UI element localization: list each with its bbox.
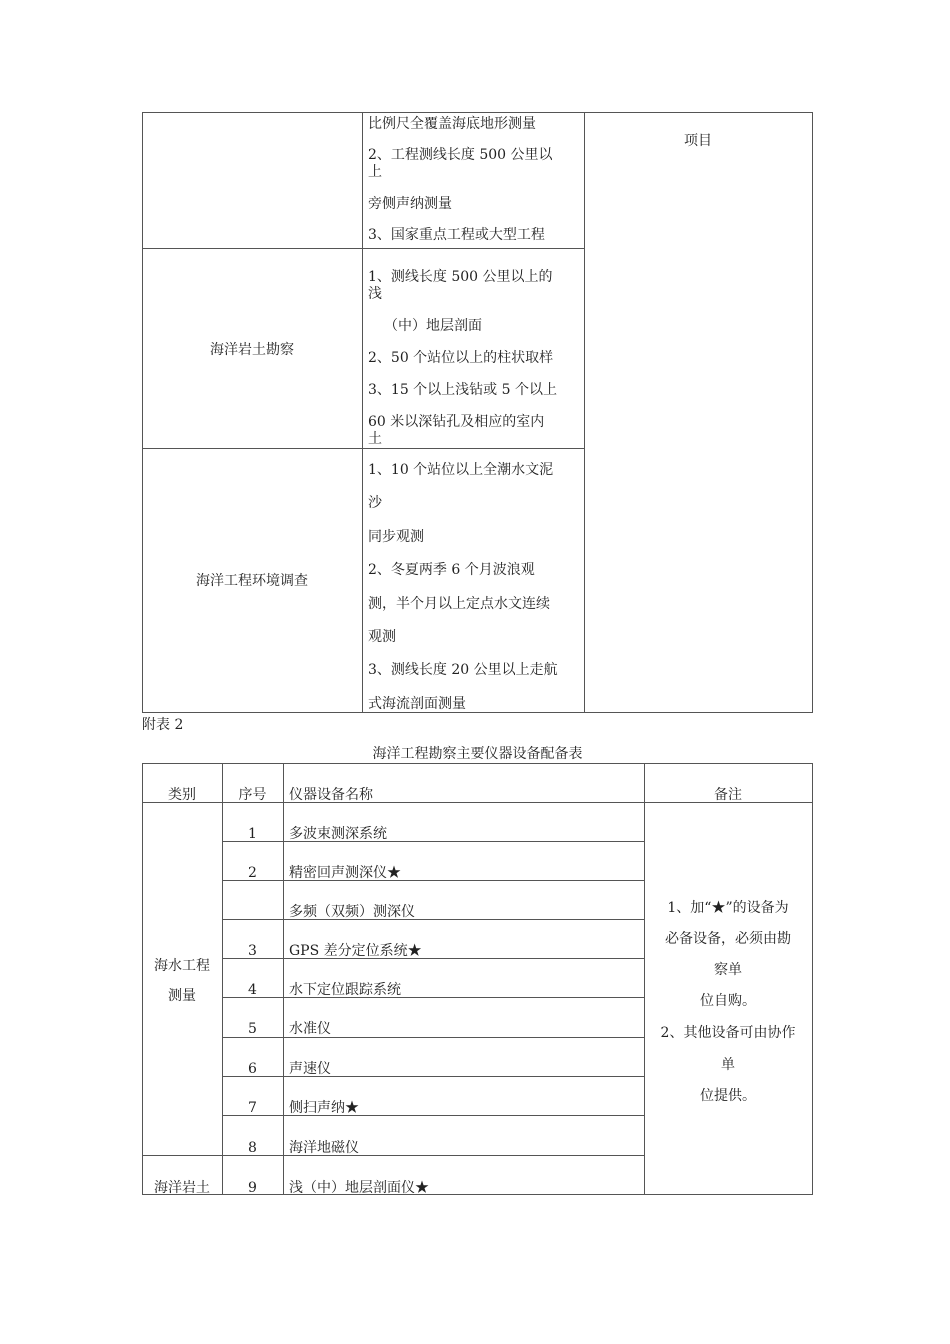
- requirement-line: 土: [368, 431, 382, 447]
- table-border: [222, 841, 644, 842]
- requirement-line: 测，半个月以上定点水文连续: [368, 596, 550, 612]
- remark-line: 单: [721, 1057, 735, 1073]
- equipment-name: 侧扫声纳★: [289, 1100, 359, 1116]
- table-border: [142, 112, 813, 113]
- equipment-name: 海洋地磁仪: [289, 1140, 359, 1156]
- table-border: [222, 1076, 644, 1077]
- remark-line: 1、加“★”的设备为: [667, 900, 789, 916]
- equipment-name: GPS 差分定位系统★: [289, 943, 422, 959]
- table-border: [142, 1155, 644, 1156]
- row-number: 4: [248, 982, 257, 998]
- table-border: [222, 1115, 644, 1116]
- table-border: [644, 763, 645, 1195]
- category-label: 海洋工程环境调查: [196, 573, 308, 589]
- header-remarks: 备注: [714, 787, 742, 803]
- equipment-name: 声速仪: [289, 1061, 331, 1077]
- remark-line: 必备设备，必须由勘: [665, 931, 791, 947]
- table-border: [222, 958, 644, 959]
- table-border: [222, 997, 644, 998]
- remark-line: 位提供。: [700, 1088, 756, 1104]
- requirement-line: 3、15 个以上浅钻或 5 个以上: [368, 382, 557, 398]
- remark-line: 察单: [714, 962, 742, 978]
- requirement-line: 1、10 个站位以上全潮水文泥: [368, 462, 554, 478]
- requirement-line: 3、国家重点工程或大型工程: [368, 227, 545, 243]
- table-border: [812, 112, 813, 713]
- requirement-line: 式海流剖面测量: [368, 696, 466, 712]
- table-title: 海洋工程勘察主要仪器设备配备表: [372, 746, 583, 762]
- row-number: 9: [248, 1180, 257, 1196]
- category-label: 海洋岩土勘察: [210, 342, 294, 358]
- equipment-name: 浅（中）地层剖面仪★: [289, 1180, 429, 1196]
- row-number: 5: [248, 1021, 257, 1037]
- row-number: 3: [248, 943, 257, 959]
- header-number: 序号: [238, 787, 267, 803]
- requirement-line: 比例尺全覆盖海底地形测量: [368, 116, 536, 132]
- requirement-line: 3、测线长度 20 公里以上走航: [368, 662, 558, 678]
- requirement-line: 上: [368, 164, 382, 180]
- requirement-line: 沙: [368, 495, 382, 511]
- requirement-line: 2、工程测线长度 500 公里以: [368, 147, 553, 163]
- row-number: 7: [248, 1100, 257, 1116]
- project-label: 项目: [684, 133, 712, 149]
- equipment-name: 多波束测深系统: [289, 826, 387, 842]
- table-border: [362, 112, 363, 713]
- requirement-line: 旁侧声纳测量: [368, 196, 452, 212]
- table-border: [812, 763, 813, 1195]
- table-border: [584, 112, 585, 713]
- remark-line: 位自购。: [700, 993, 756, 1009]
- requirement-line: 1、测线长度 500 公里以上的: [368, 269, 553, 285]
- category-label: 海水工程: [154, 958, 210, 974]
- category-label: 海洋岩土: [154, 1180, 210, 1196]
- requirement-line: 2、50 个站位以上的柱状取样: [368, 350, 554, 366]
- row-number: 2: [248, 865, 257, 881]
- remark-line: 2、其他设备可由协作: [660, 1025, 796, 1041]
- table-border: [142, 248, 584, 249]
- equipment-name: 水下定位跟踪系统: [289, 982, 401, 998]
- table-border: [142, 112, 143, 713]
- requirement-line: 60 米以深钻孔及相应的室内: [368, 414, 545, 430]
- requirement-line: 2、冬夏两季 6 个月波浪观: [368, 562, 535, 578]
- requirement-line: 同步观测: [368, 529, 424, 545]
- table-border: [142, 763, 813, 764]
- requirement-line: 浅: [368, 286, 382, 302]
- table-border: [142, 712, 813, 713]
- header-category: 类别: [168, 787, 196, 803]
- equipment-name: 精密回声测深仪★: [289, 865, 401, 881]
- row-number: 8: [248, 1140, 257, 1156]
- table-border: [222, 880, 644, 881]
- requirement-line: （中）地层剖面: [384, 318, 482, 334]
- category-label: 测量: [168, 988, 196, 1004]
- table-border: [283, 763, 284, 1195]
- table-border: [222, 1037, 644, 1038]
- header-name: 仪器设备名称: [289, 787, 373, 803]
- row-number: 6: [248, 1061, 257, 1077]
- row-number: 1: [248, 826, 257, 842]
- table-border: [142, 763, 143, 1195]
- equipment-name: 水准仪: [289, 1021, 331, 1037]
- equipment-name: 多频（双频）测深仪: [289, 904, 415, 920]
- table-border: [142, 448, 584, 449]
- requirement-line: 观测: [368, 629, 396, 645]
- appendix-label: 附表 2: [142, 717, 184, 733]
- table-border: [222, 919, 644, 920]
